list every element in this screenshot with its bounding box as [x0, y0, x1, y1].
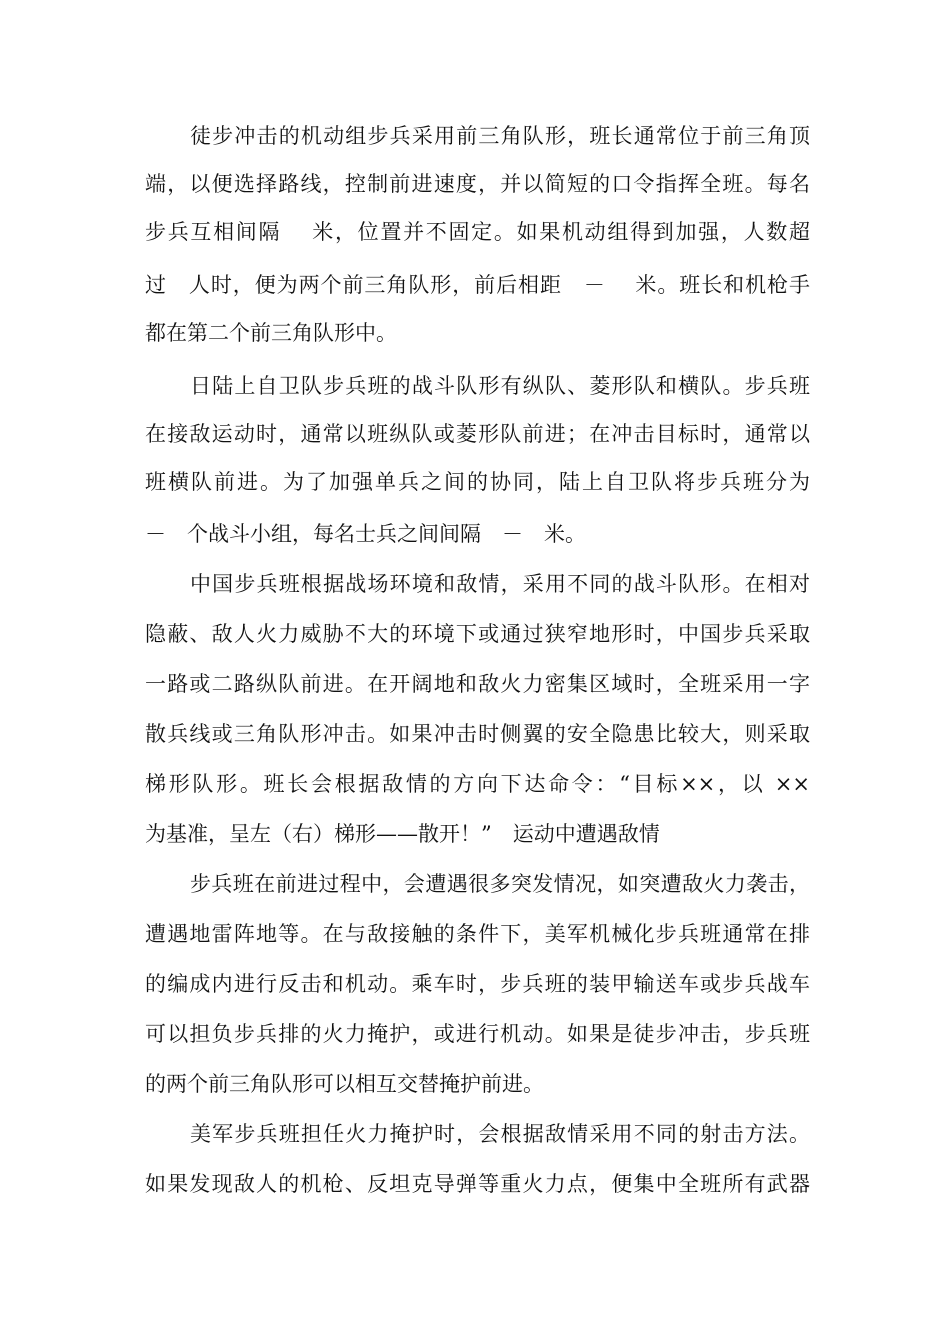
paragraph-1-line-1: 徒步冲击的机动组步兵采用前三角队形，班长通常位于前三角顶 [190, 124, 810, 148]
paragraph-4-line-4: 可以担负步兵排的火力掩护，或进行机动。如果是徒步冲击，步兵班 [145, 1022, 810, 1046]
paragraph-1-line-5: 都在第二个前三角队形中。 [145, 321, 397, 345]
paragraph-2-line-2: 在接敌运动时，通常以班纵队或菱形队前进；在冲击目标时，通常以 [145, 422, 810, 446]
paragraph-3-line-6: 为基准，呈左（右）梯形——散开！” 运动中遭遇敌情 [145, 822, 660, 846]
paragraph-1-line-2: 端，以便选择路线，控制前进速度，并以简短的口令指挥全班。每名 [145, 172, 810, 196]
paragraph-3-line-2: 隐蔽、敌人火力威胁不大的环境下或通过狭窄地形时，中国步兵采取 [145, 622, 810, 646]
paragraph-5-line-2: 如果发现敌人的机枪、反坦克导弹等重火力点，便集中全班所有武器 [145, 1172, 810, 1196]
paragraph-4-line-2: 遭遇地雷阵地等。在与敌接触的条件下，美军机械化步兵班通常在排 [145, 922, 810, 946]
paragraph-3-line-1: 中国步兵班根据战场环境和敌情，采用不同的战斗队形。在相对 [190, 572, 810, 596]
paragraph-3-line-5: 梯形队形。班长会根据敌情的方向下达命令：“目标××，以 ×× [145, 772, 810, 796]
paragraph-2-line-3: 班横队前进。为了加强单兵之间的协同，陆上自卫队将步兵班分为 [145, 470, 810, 494]
paragraph-2-line-1: 日陆上自卫队步兵班的战斗队形有纵队、菱形队和横队。步兵班 [190, 374, 810, 398]
paragraph-3-line-4: 散兵线或三角队形冲击。如果冲击时侧翼的安全隐患比较大，则采取 [145, 722, 810, 746]
paragraph-1-line-4: 过 人时，便为两个前三角队形，前后相距 － 米。班长和机枪手 [145, 273, 810, 297]
paragraph-3-line-3: 一路或二路纵队前进。在开阔地和敌火力密集区域时，全班采用一字 [145, 672, 810, 696]
paragraph-4-line-1: 步兵班在前进过程中，会遭遇很多突发情况，如突遭敌火力袭击， [190, 872, 810, 896]
paragraph-4-line-3: 的编成内进行反击和机动。乘车时，步兵班的装甲输送车或步兵战车 [145, 972, 810, 996]
paragraph-5-line-1: 美军步兵班担任火力掩护时，会根据敌情采用不同的射击方法。 [190, 1122, 810, 1146]
paragraph-4-line-5: 的两个前三角队形可以相互交替掩护前进。 [145, 1072, 544, 1096]
paragraph-1-line-3: 步兵互相间隔 米，位置并不固定。如果机动组得到加强，人数超 [145, 220, 810, 244]
paragraph-2-line-4: － 个战斗小组，每名士兵之间间隔 － 米。 [145, 522, 586, 546]
